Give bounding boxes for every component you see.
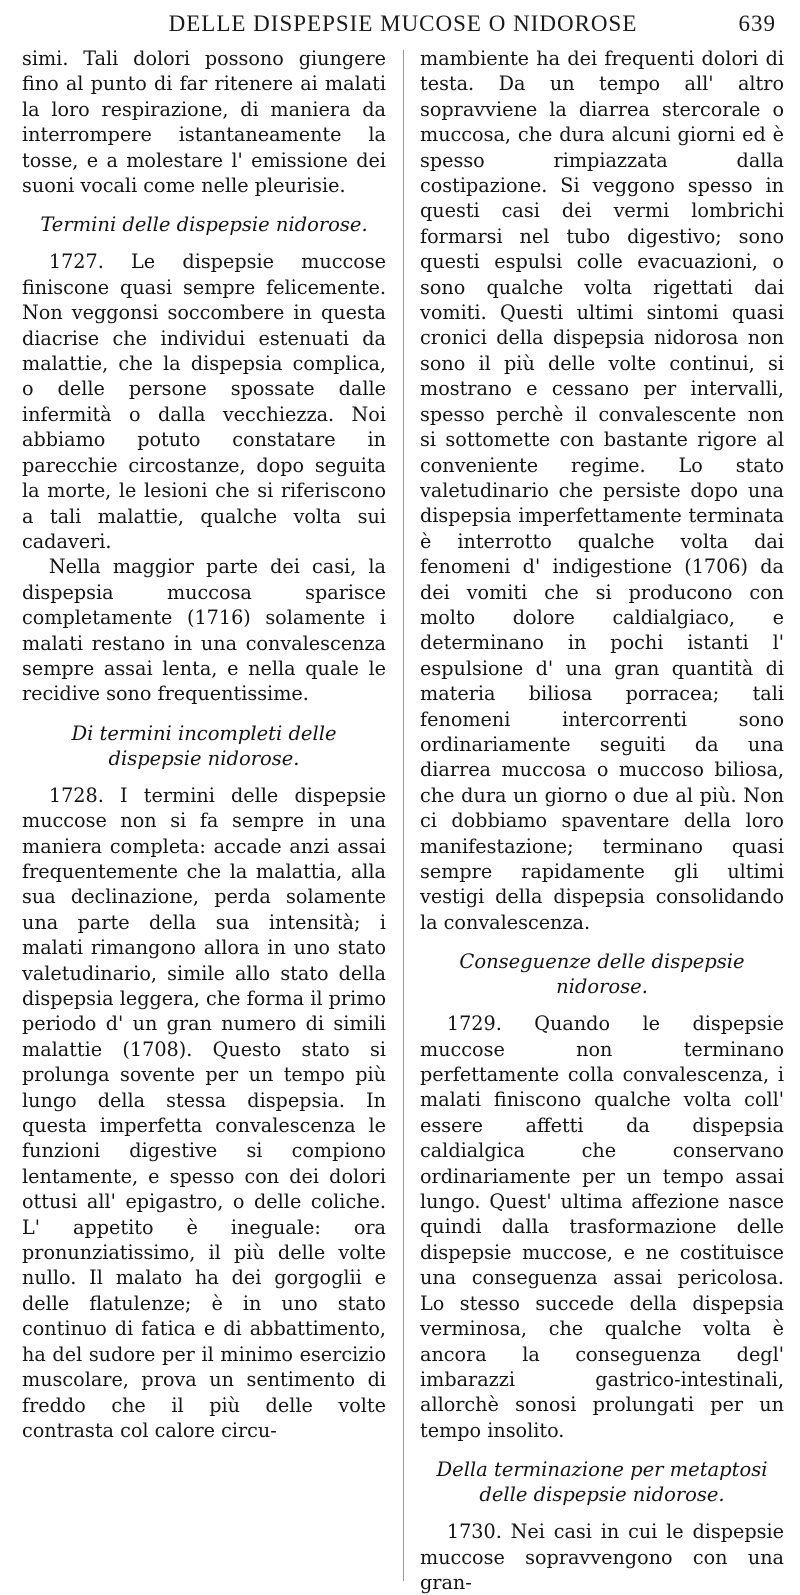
paragraph: 1730. Nei casi in cui le dispepsie muccose sopravvengono con una gran- (420, 1520, 784, 1594)
section-heading: Termini delle dispepsie nidorose. (40, 213, 368, 237)
paragraph: 1729. Quando le dispepsie muccose non terminano perfettamente colla convalescenza, i malati finiscono qualche volta coll' essere affetti da dispepsia caldialgica che conservano ordinariamente per un tempo assai lungo. Quest' ultima affezione nasce quindi dalla trasformazione delle dispepsie muccose, e ne costituisce una conseguenza assai pericolosa. Lo stesso succede della dispepsia verminosa, che qualche volta è ancora la conseguenza degl' imbarazzi gastrico-intestinali, allorchè sonosi prolungati per un tempo insolito. (420, 1012, 784, 1442)
section-heading: Della terminazione per metaptosi delle dispepsie nidorose. (436, 1458, 768, 1507)
paragraph: mambiente ha dei frequenti dolori di testa. Da un tempo all' altro sopravviene la diarrea stercorale o muccosa, che dura alcuni giorni ed è spesso rimpiazzata dalla costipazione. Si veggono spesso in questi casi dei vermi lombrichi formarsi nel tubo digestivo; sono questi espulsi colle evacuazioni, o sono qualche volta rigettati dai vomiti. Questi ultimi sintomi quasi cronici della dispepsia nidorosa non sono il più delle volte continui, si mostrano e cessano per intervalli, spesso perchè il convalescente non si sottomette con bastante rigore al conveniente regime. Lo stato valetudinario che persiste dopo una dispepsia imperfettamente terminata è interrotto qualche volta dai fenomeni d' indigestione (1706) da dei vomiti che si producono con molto dolore caldialgiaco, e determinano in pochi istanti l' espulsione d' una gran quantità di materia biliosa porracea; tali fenomeni intercorrenti sono ordinariamente seguiti da una diarrea muccosa o muccoso biliosa, che dura un giorno o due al più. Non ci dobbiamo spaventare della loro manifestazione; terminano quasi sempre rapidamente gli ultimi vestigi della dispepsia consolidando la convalescenza. (420, 47, 784, 934)
paragraph: simi. Tali dolori possono giungere fino al punto di far ritenere ai malati la loro respirazione, di maniera da interrompere istantaneamente la tosse, e a molestare l' emissione dei suoni vocali come nelle pleurisie. (22, 47, 386, 198)
section-heading: Di termini incompleti delle dispepsie nidorose. (71, 721, 337, 770)
running-title: DELLE DISPEPSIE MUCOSE O NIDOROSE (168, 11, 638, 36)
column-divider (403, 50, 404, 1581)
paragraph: Nella maggior parte dei casi, la dispepsia muccosa sparisce completamente (1716) solamente i malati restano in una convalescenza sempre assai lenta, e nella quale le recidive sono frequentissime. (22, 555, 386, 706)
two-column-body (22, 46, 784, 1595)
paragraph: 1728. I termini delle dispepsie muccose non si fa sempre in una maniera completa: accade anzi assai frequentemente che la malattia, alla sua declinazione, perda solamente una parte della sua intensità; i malati rimangono allora in uno stato valetudinario, simile allo stato della dispepsia leggera, che forma il primo periodo d' un gran numero di simili malattie (1708). Questo stato si prolunga sovente per un tempo più lungo della stessa dispepsia. In questa imperfetta convalescenza le funzioni digestive si compiono lentamente, e spesso con dei dolori ottusi all' epigastro, o delle coliche. L' appetito è ineguale: ora pronunziatissimo, il più delle volte nullo. Il malato ha dei gorgoglii e delle flatulenze; è in uno stato continuo di fatica e di abbattimento, ha del sudore per il minimo esercizio muscolare, prova un sentimento di freddo che il più delle volte contrasta col calore circu- (22, 783, 386, 1442)
left-column (22, 46, 386, 1595)
page-number: 639 (738, 11, 776, 36)
right-column (420, 46, 784, 1595)
paragraph: 1727. Le dispepsie muccose finiscone quasi sempre felicemente. Non veggonsi soccombere in questa diacrise che individui estenuati da malattie, che la dispepsia complica, o delle persone spossate dalle infermità o dalla vecchiezza. Noi abbiamo potuto constatare in parecchie circostanze, dopo seguita la morte, le lesioni che si riferiscono a tali malattie, qualche volta sui cadaveri. (22, 250, 386, 553)
section-heading: Conseguenze delle dispepsie nidorose. (459, 950, 745, 999)
running-head (22, 6, 784, 42)
